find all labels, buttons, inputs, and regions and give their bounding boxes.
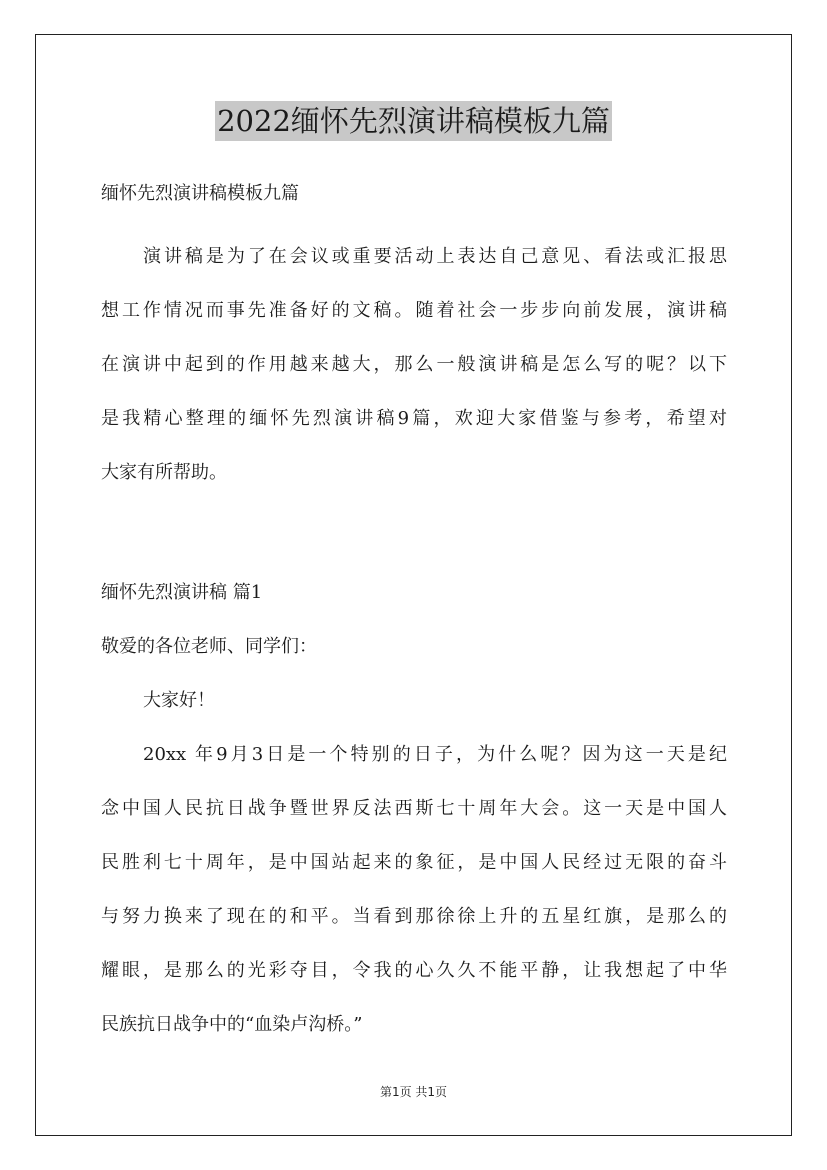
section-heading: 缅怀先烈演讲稿 篇1 [101, 582, 263, 603]
document-body [101, 176, 727, 1052]
intro-line: 是我精心整理的缅怀先烈演讲稿9篇，欢迎大家借鉴与参考，希望对 [101, 408, 727, 429]
document-title: 2022缅怀先烈演讲稿模板九篇 [215, 101, 612, 141]
intro-line: 大家有所帮助。 [101, 462, 227, 483]
intro-line: 在演讲中起到的作用越来越大，那么一般演讲稿是怎么写的呢？以下 [101, 354, 727, 375]
intro-line: 演讲稿是为了在会议或重要活动上表达自己意见、看法或汇报思 [143, 246, 727, 267]
document-title-container [0, 101, 827, 141]
intro-paragraph [101, 230, 727, 500]
body-line: 民族抗日战争中的“血染卢沟桥。” [101, 1014, 363, 1035]
body-line: 民胜利七十周年，是中国站起来的象征，是中国人民经过无限的奋斗 [101, 852, 727, 873]
page-footer [0, 1083, 827, 1100]
body-line: 念中国人民抗日战争暨世界反法西斯七十周年大会。这一天是中国人 [101, 798, 727, 819]
subtitle: 缅怀先烈演讲稿模板九篇 [101, 183, 299, 204]
page-number: 第1页 共1页 [379, 1085, 448, 1099]
intro-line: 想工作情况而事先准备好的文稿。随着社会一步步向前发展，演讲稿 [101, 300, 727, 321]
greeting: 大家好！ [143, 690, 215, 711]
salutation: 敬爱的各位老师、同学们： [101, 636, 317, 657]
body-line: 20xx 年9月3日是一个特别的日子，为什么呢？因为这一天是纪 [143, 744, 727, 765]
body-line: 与努力换来了现在的和平。当看到那徐徐上升的五星红旗，是那么的 [101, 906, 727, 927]
body-paragraph [101, 728, 727, 1052]
body-line: 耀眼，是那么的光彩夺目，令我的心久久不能平静，让我想起了中华 [101, 960, 727, 981]
